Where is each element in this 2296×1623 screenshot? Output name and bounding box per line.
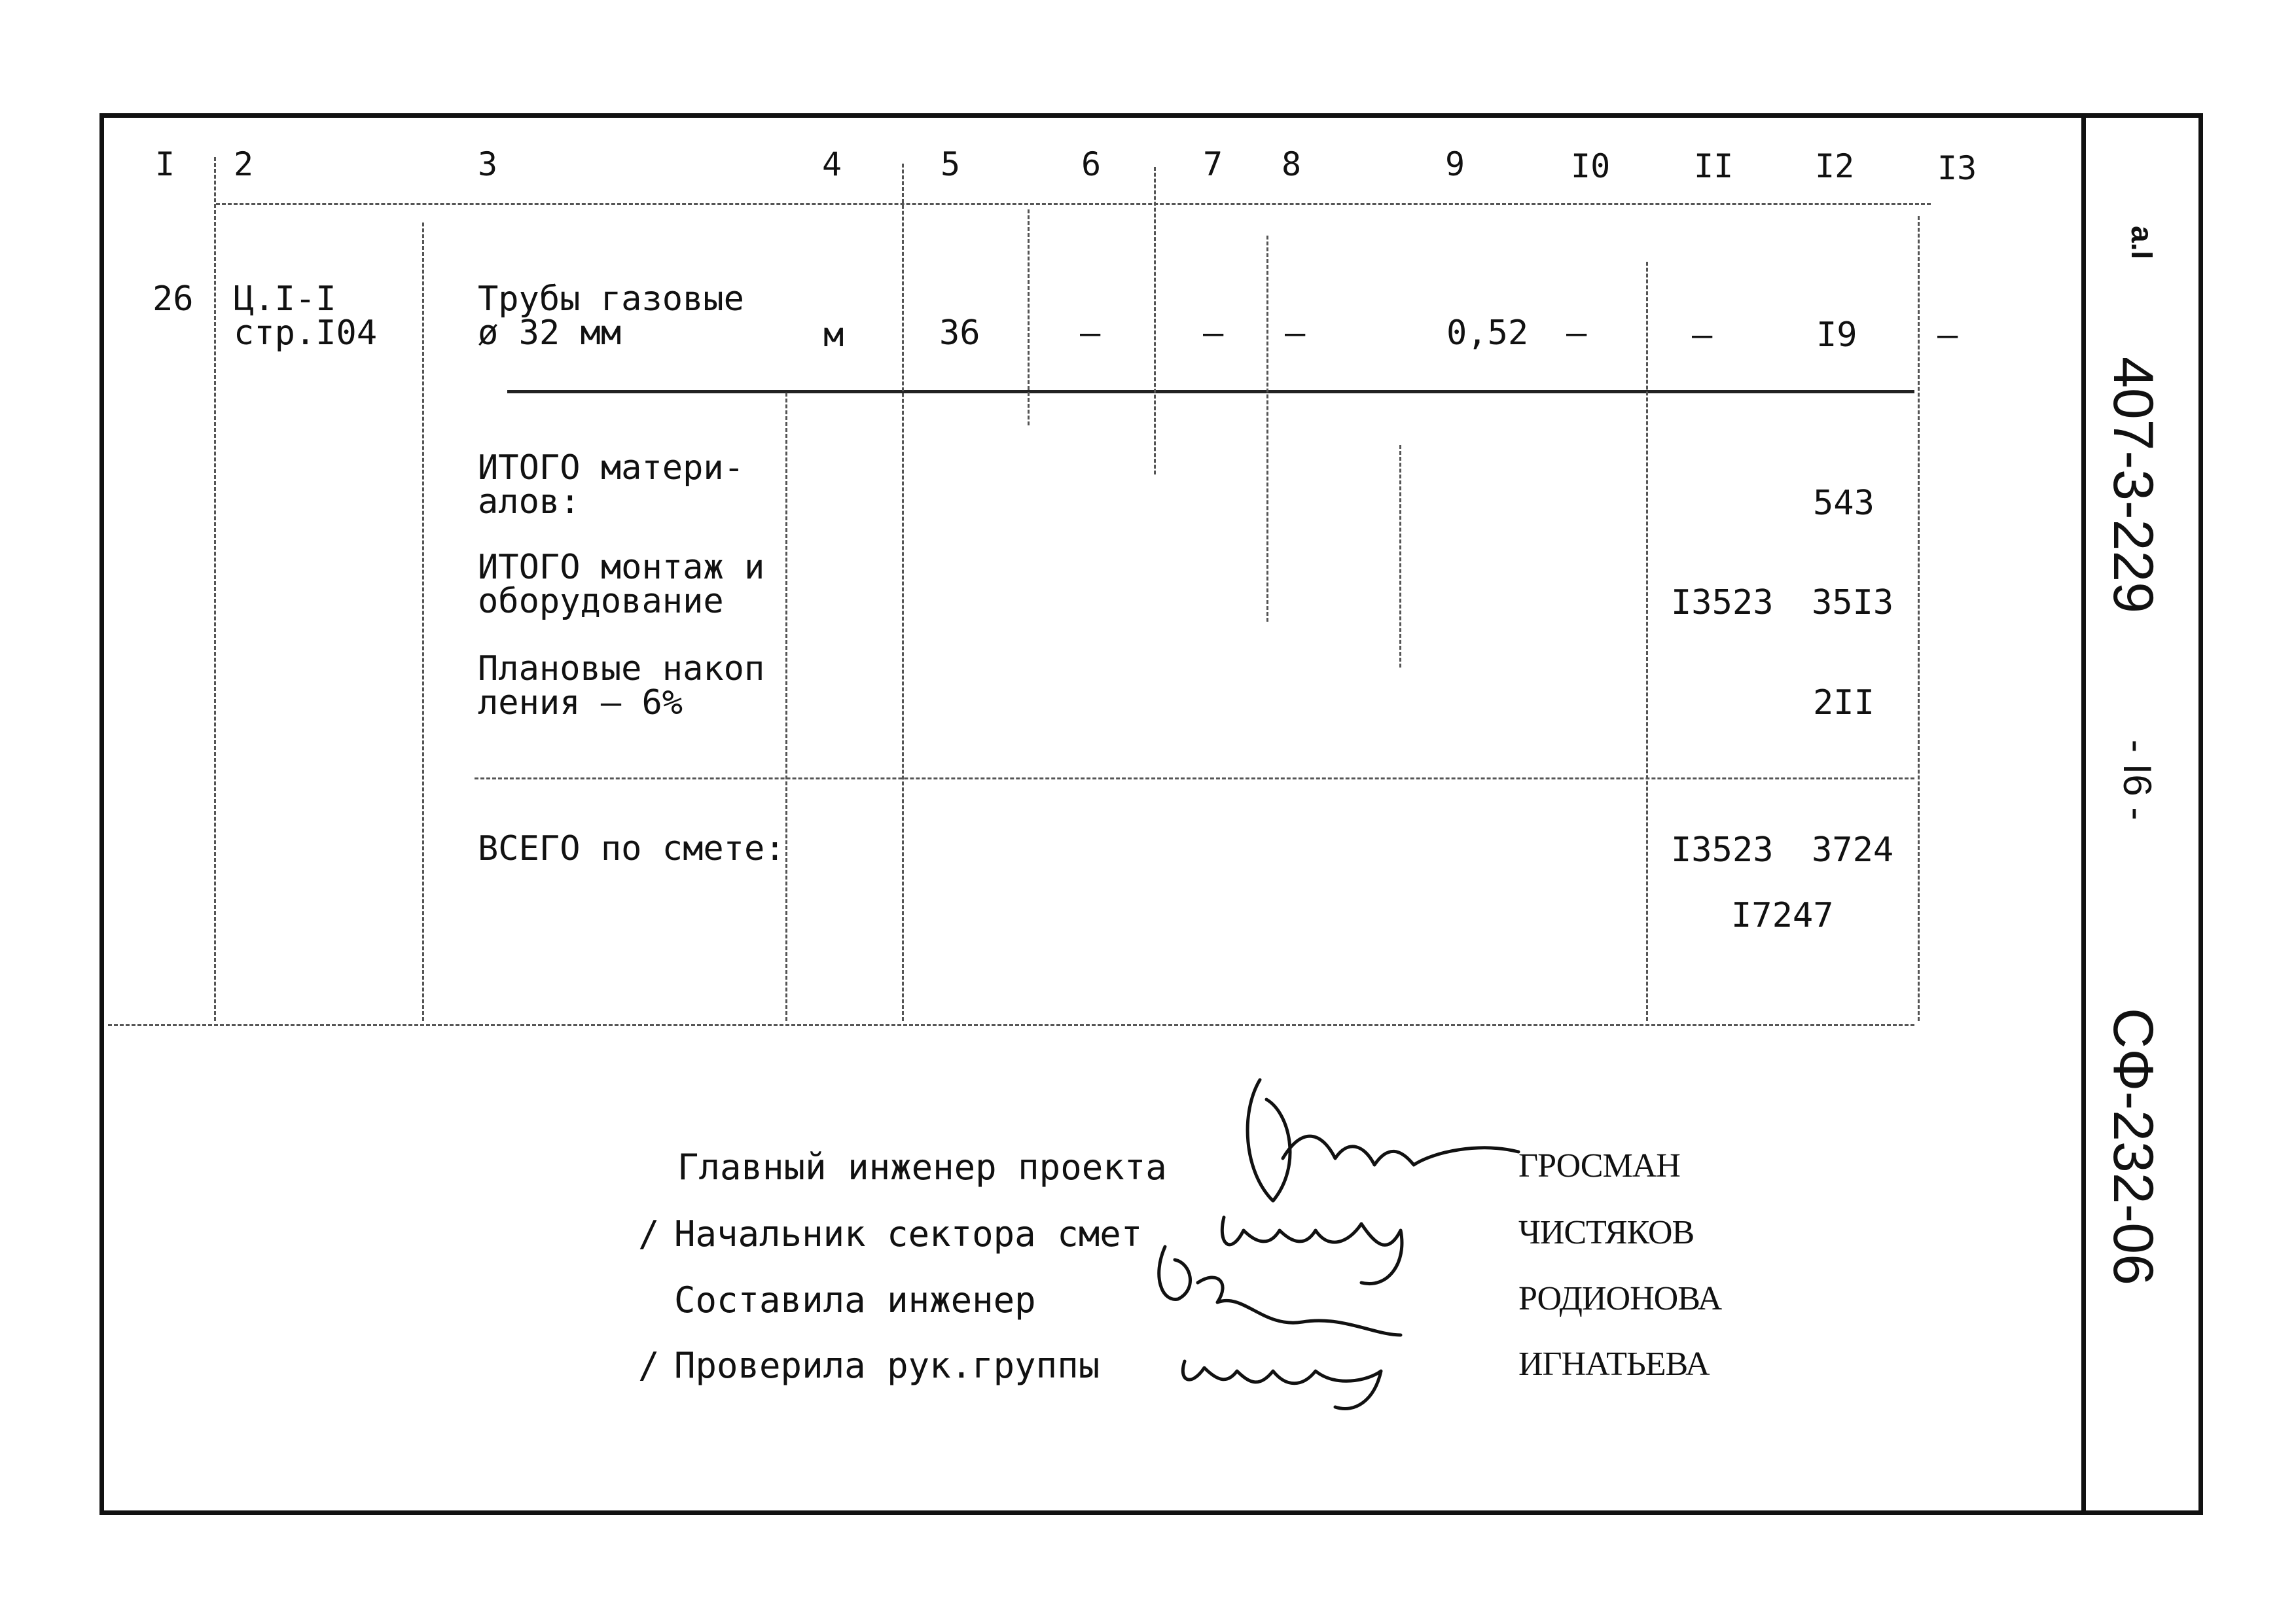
signer-name: ГРОСМАН (1518, 1147, 1680, 1185)
col13-value: – (1937, 315, 1958, 355)
signature-rodionova (1159, 1247, 1401, 1335)
col10-value: – (1566, 313, 1587, 353)
col-header-9: 9 (1445, 145, 1465, 183)
stamp-project-code: 407-3-229 (2102, 357, 2164, 614)
col6-value: – (1080, 313, 1101, 353)
signer-title: Проверила рук.группы (674, 1345, 1100, 1386)
col-header-8: 8 (1282, 145, 1302, 183)
total-col11: I3523 (1671, 830, 1774, 870)
signature-grosman (1247, 1080, 1518, 1201)
montage-label-2: оборудование (478, 582, 724, 621)
unit: м (823, 315, 844, 355)
quantity: 36 (939, 313, 980, 353)
col-header-13: I3 (1937, 149, 1977, 187)
col-header-10: I0 (1571, 147, 1611, 185)
signer-title: Начальник сектора смет (674, 1213, 1143, 1255)
montage-col11: I3523 (1671, 583, 1774, 622)
total-col12: 3724 (1812, 830, 1894, 870)
col11-value: – (1692, 315, 1713, 355)
col7-value: – (1203, 313, 1224, 353)
signature-chistyakov (1222, 1217, 1402, 1284)
plan-col12: 2II (1813, 683, 1874, 722)
materials-label-1: ИТОГО матери- (478, 448, 744, 488)
signature-ignatieva (1183, 1361, 1381, 1409)
plan-label-2: ления – 6% (478, 683, 683, 722)
signer-title: Главный инженер проекта (677, 1147, 1167, 1188)
signer-name: РОДИОНОВА (1518, 1280, 1722, 1317)
col8-value: – (1285, 313, 1306, 353)
item-name-line-1: Трубы газовые (478, 279, 744, 319)
signer-name: ИГНАТЬЕВА (1518, 1346, 1710, 1383)
signer-slash: / (638, 1213, 660, 1255)
signer-name: ЧИСТЯКОВ (1518, 1214, 1695, 1251)
col-header-3: 3 (478, 145, 498, 183)
grand-total-value: I7247 (1731, 896, 1834, 935)
plan-label-1: Плановые накоп (478, 649, 765, 688)
col-header-1: I (155, 145, 175, 183)
ref-line-1: Ц.I-I (234, 279, 336, 319)
col9-value: 0,52 (1446, 313, 1529, 353)
grand-total-label: ВСЕГО по смете: (478, 829, 785, 868)
montage-col12: 35I3 (1812, 583, 1894, 622)
col-header-2: 2 (234, 145, 254, 183)
col-header-6: 6 (1081, 145, 1102, 183)
row-number: 26 (152, 279, 194, 319)
stamp-sheet: а.I (2125, 226, 2159, 260)
montage-label-1: ИТОГО монтаж и (478, 548, 765, 587)
col-header-7: 7 (1203, 145, 1223, 183)
item-name-line-2: ø 32 мм (478, 313, 622, 353)
col-header-12: I2 (1815, 147, 1855, 185)
ref-line-2: стр.I04 (234, 313, 378, 353)
col12-value: I9 (1816, 315, 1857, 355)
stamp-document-code: СФ-232-06 (2102, 1008, 2164, 1285)
col-header-4: 4 (822, 145, 842, 183)
col-header-5: 5 (941, 145, 961, 183)
signer-title: Составила инженер (674, 1279, 1036, 1321)
stamp-page-number: - I6 - (2115, 740, 2159, 821)
materials-total: 543 (1813, 484, 1874, 523)
signer-slash: / (638, 1345, 660, 1386)
col-header-11: II (1694, 147, 1734, 185)
materials-label-2: алов: (478, 482, 581, 522)
